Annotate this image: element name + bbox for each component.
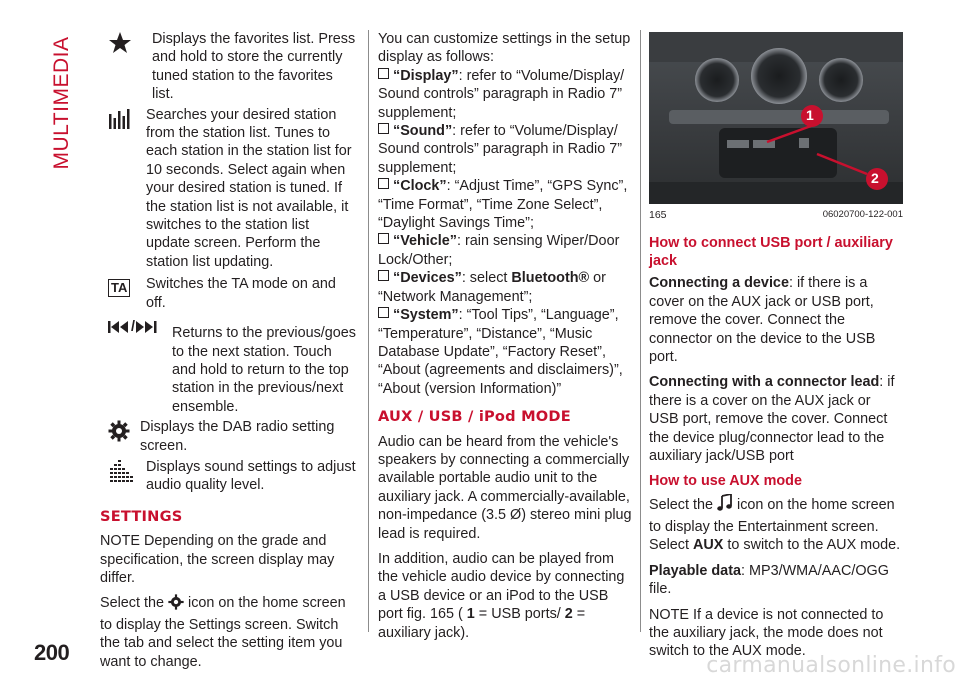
column-right (649, 30, 903, 668)
list-item (106, 106, 356, 272)
checkbox-bullet-icon (378, 178, 389, 189)
list-item (106, 275, 356, 312)
gear-icon (168, 594, 184, 615)
figure-code: 06020700-122-001 (822, 209, 903, 220)
aux-mode-paragraph: Select the icon on the home screen to display the Entertainment screen. Select AUX to switch to the AUX mode. (649, 494, 903, 554)
figure-caption (649, 206, 903, 224)
music-note-icon (717, 494, 733, 517)
callout-2: 2 (871, 170, 879, 186)
ta-icon: TA (108, 277, 136, 299)
checkbox-bullet-icon (378, 270, 389, 281)
column-middle (378, 30, 632, 649)
usb-paragraph: In addition, audio can be played from the vehicle audio device by connecting a USB device or an iPod to the USB port fig. 165 ( 1 = USB ports/ 2 = auxiliary jack). (378, 550, 625, 641)
aux-mode-heading: How to use AUX mode (649, 473, 802, 490)
figure-number: 165 (649, 209, 667, 221)
checkbox-bullet-icon (378, 307, 389, 318)
aux-heading: AUX / USB / iPod MODE (378, 408, 571, 426)
list-item (106, 458, 356, 495)
list-item: “Display”: refer to “Volume/Display/ Sound controls” paragraph in Radio 7” supplement; (378, 67, 625, 121)
aux-paragraph: Audio can be heard from the vehicle's speakers by connecting a commercially available portable audio unit to the auxiliary jack. A commercially-available, non-impedance (3.5 Ø) stereo mini plug lead is required. (378, 433, 632, 542)
item-text: Displays the favorites list. Press and hold to store the currently tuned station to the favorites list. (152, 31, 356, 103)
station-list-icon (108, 108, 136, 130)
item-text: Switches the TA mode on and off. (146, 276, 336, 311)
list-item (106, 418, 356, 455)
settings-note: NOTE Depending on the grade and specification, the screen display may differ. (100, 533, 335, 586)
list-item: “Vehicle”: rain sensing Wiper/Door Lock/Other; (378, 233, 620, 268)
column-left (100, 30, 356, 678)
connect-heading: How to connect USB port / auxiliary jack (649, 235, 893, 270)
column-divider (640, 30, 641, 632)
item-text: Searches your desired station from the station list. Tunes to each station in the station list for 10 seconds. Select again when your desired station is tuned. If the station list is not available, it switches to the station list update screen. Perform the station list updating. (146, 106, 352, 270)
list-item: “Clock”: “Adjust Time”, “GPS Sync”, “Time Format”, “Time Zone Select”, “Daylight Savings Time”; (378, 178, 628, 232)
section-side-label: MULTIMEDIA (50, 36, 73, 170)
list-item: “System”: “Tool Tips”, “Language”, “Temperature”, “Distance”, “Music Database Update”, “Factory Reset”, “About (agreements and disclaimers)”, “About (version Information)” (378, 307, 623, 397)
playable-data-paragraph: Playable data: MP3/WMA/AAC/OGG file. (649, 562, 889, 598)
page-number: 200 (34, 640, 70, 665)
callout-1: 1 (806, 107, 814, 123)
prev-next-icon: / (108, 316, 170, 338)
equalizer-icon (108, 460, 136, 482)
settings-intro: You can customize settings in the setup display as follows: (378, 31, 631, 66)
column-divider (368, 30, 369, 632)
checkbox-bullet-icon (378, 233, 389, 244)
list-item (106, 30, 356, 104)
item-text: Displays the DAB radio setting screen. (140, 419, 335, 454)
settings-instruction: Select the icon on the home screen to display the Settings screen. Switch the tab and select the setting item you want to change. (100, 595, 346, 670)
list-item (106, 314, 356, 416)
list-item: “Sound”: refer to “Volume/Display/ Sound controls” paragraph in Radio 7” supplement; (378, 123, 622, 176)
dashboard-photo (649, 32, 903, 204)
list-item: “Devices”: select Bluetooth® or “Network Management”; (378, 270, 606, 305)
settings-heading: SETTINGS (100, 507, 183, 525)
connect-device-paragraph: Connecting a device: if there is a cover on the AUX jack or USB port, remove the cover. Connect the connector on the device to the USB port. (649, 275, 876, 366)
watermark: carmanualsonline.info (706, 653, 956, 678)
connect-lead-paragraph: Connecting with a connector lead: if there is a cover on the AUX jack or USB port, remove the cover. Connect the device plug/connector lead to the auxiliary jack/USB port (649, 374, 895, 465)
checkbox-bullet-icon (378, 68, 389, 79)
checkbox-bullet-icon (378, 123, 389, 134)
item-text: Returns to the previous/goes to the next station. Touch and hold to return to the top station in the previous/next ensemble. (172, 325, 356, 415)
item-text: Displays sound settings to adjust audio quality level. (146, 458, 356, 494)
star-icon (108, 32, 136, 54)
aux-note: NOTE If a device is not connected to the auxiliary jack, the mode does not switch to the AUX mode. (649, 606, 884, 660)
gear-icon (108, 420, 136, 442)
